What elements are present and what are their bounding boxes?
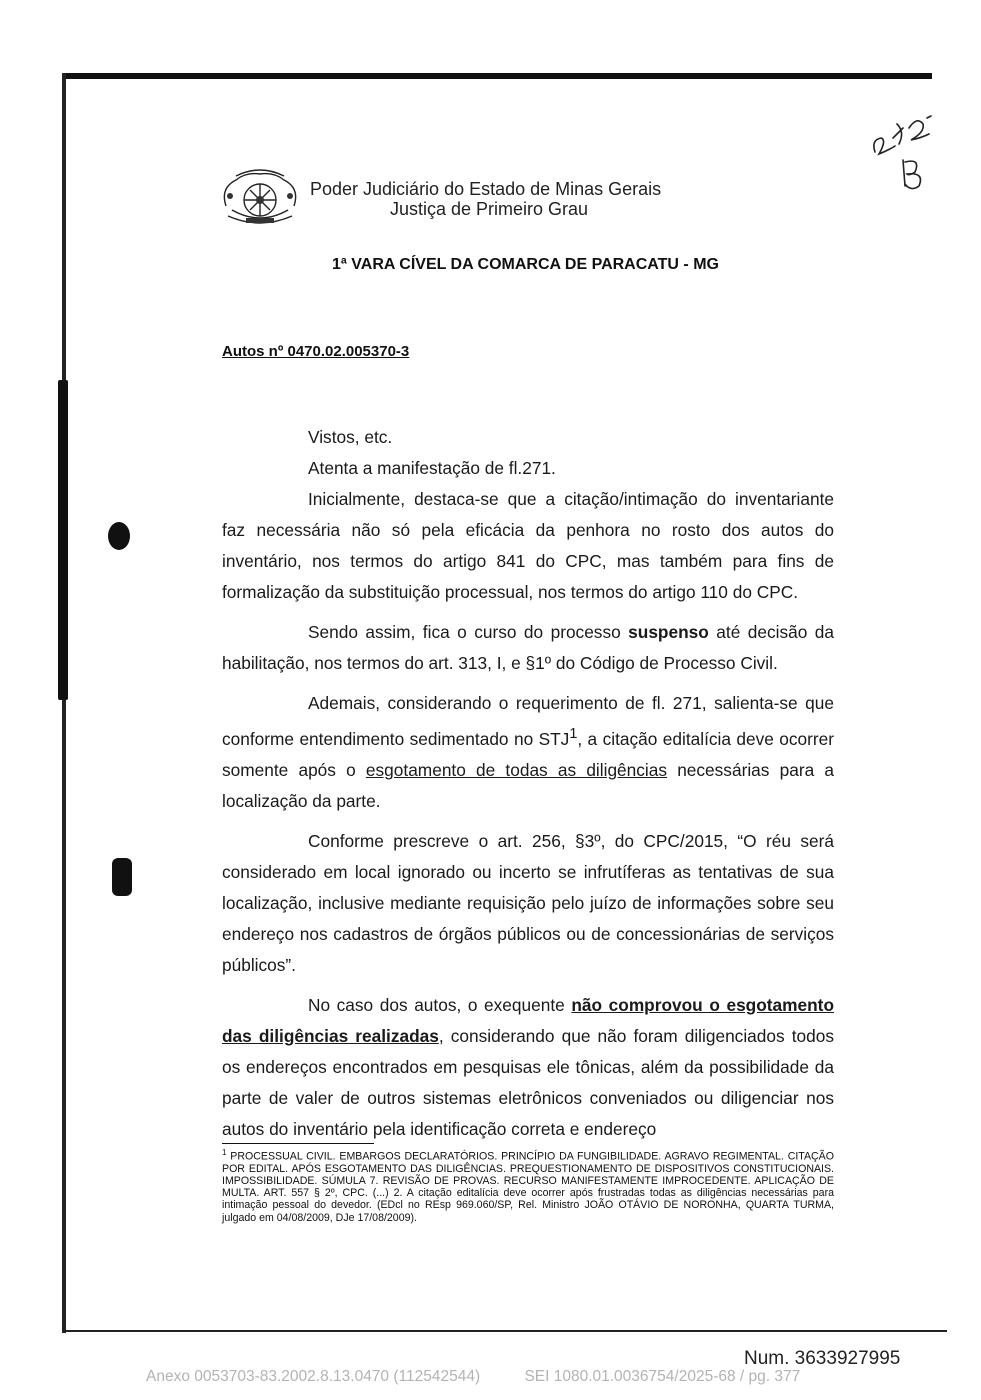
footnote-separator	[222, 1143, 374, 1144]
court-heading: 1ª VARA CÍVEL DA COMARCA DE PARACATU - MG	[332, 256, 719, 273]
document-header	[216, 166, 661, 232]
footnote-marker: 1	[222, 1148, 227, 1157]
scan-border-left-shadow	[58, 380, 68, 700]
handwritten-folio-number-icon	[865, 110, 945, 200]
paragraph-vistos: Vistos, etc.	[308, 427, 393, 447]
emphasis-suspenso: suspenso	[628, 622, 709, 642]
footer-sei: SEI 1080.01.0036754/2025-68 / pg. 377	[524, 1368, 801, 1385]
footnote	[222, 1147, 834, 1224]
scan-border-bottom	[62, 1330, 947, 1332]
footnote-reference: 1	[569, 726, 578, 742]
paragraph-no-caso: No caso dos autos, o exequente não comprovou o esgotamento das diligências realizadas, considerando que não foram diligenciados todos os endereços encontrados em pesquisas ele tônicas, além da possibilidade da parte de valer de outros sistemas eletrônicos conveniados ou diligenciar nos autos do inventário pela identificação correta e endereço	[222, 994, 834, 1139]
paragraph-inicialmente: Inicialmente, destaca-se que a citação/intimação do inventariante faz necessária não só pela eficácia da penhora no rosto dos autos do inventário, nos termos do artigo 841 do CPC, mas também para fins de formalização da substituição processual, nos termos do artigo 110 do CPC.	[222, 489, 834, 602]
case-number: Autos nº 0470.02.005370-3	[222, 343, 410, 360]
paragraph-atenta: Atenta a manifestação de fl.271.	[308, 458, 556, 478]
emphasis-nao-comprovou: não comprovou o esgotamento das diligências realizadas	[222, 994, 834, 1046]
header-instance: Justiça de Primeiro Grau	[390, 199, 589, 219]
paragraph-conforme: Conforme prescreve o art. 256, §3º, do CPC/2015, “O réu será considerado em local ignorado ou incerto se infrutíferas as tentativas de sua localização, inclusive mediante requisição pelo juízo de informações sobre seu endereço nos cadastros de órgãos públicos ou de concessionárias de serviços públicos”.	[222, 830, 834, 975]
scan-border-top	[62, 73, 932, 79]
paragraph-suspenso: Sendo assim, fica o curso do processo suspenso até decisão da habilitação, nos termos do art. 313, I, e §1º do Código de Processo Civil.	[222, 622, 834, 673]
document-number: Num. 3633927995	[744, 1348, 901, 1369]
footer-anexo: Anexo 0053703-83.2002.8.13.0470 (112542544)	[146, 1368, 481, 1385]
coat-of-arms-icon	[216, 166, 304, 232]
punch-hole-mark	[112, 858, 132, 896]
punch-hole-mark	[108, 522, 130, 550]
header-institution: Poder Judiciário do Estado de Minas Gerais	[310, 179, 662, 199]
footnote-text: PROCESSUAL CIVIL. EMBARGOS DECLARATÓRIOS. PRINCÍPIO DA FUNGIBILIDADE. AGRAVO REGIMENTAL. CITAÇÃO POR EDITAL. APÓS ESGOTAMENTO DAS DILIGÊNCIAS. PREQUESTIONAMENTO DE DISPOSITIVOS CONSTITUCIONAIS. IMPOSSIBILIDADE. SÚMULA 7. REVISÃO DE PROVAS. RECURSO MANIFESTAMENTE IMPROCEDENTE. APLICAÇÃO DE MULTA. ART. 557 § 2º, CPC. (...) 2. A citação editalícia deve ocorrer após frustradas todas as diligências necessárias para intimação pessoal do devedor. (EDcl no REsp 969.060/SP, Rel. Ministro JOÃO OTÁVIO DE NORONHA, QUARTA TURMA, julgado em 04/08/2009, DJe 17/08/2009).	[222, 1150, 834, 1224]
emphasis-esgotamento: esgotamento de todas as diligências	[365, 759, 668, 780]
page-footer	[146, 1368, 840, 1386]
decision-body	[222, 422, 834, 1145]
paragraph-ademais: Ademais, considerando o requerimento de fl. 271, salienta-se que conforme entendimento sedimentado no STJ$^1$, a citação editalícia deve ocorrer somente após o esgotamento de todas as diligências necessárias para a localização da parte.	[222, 693, 834, 811]
